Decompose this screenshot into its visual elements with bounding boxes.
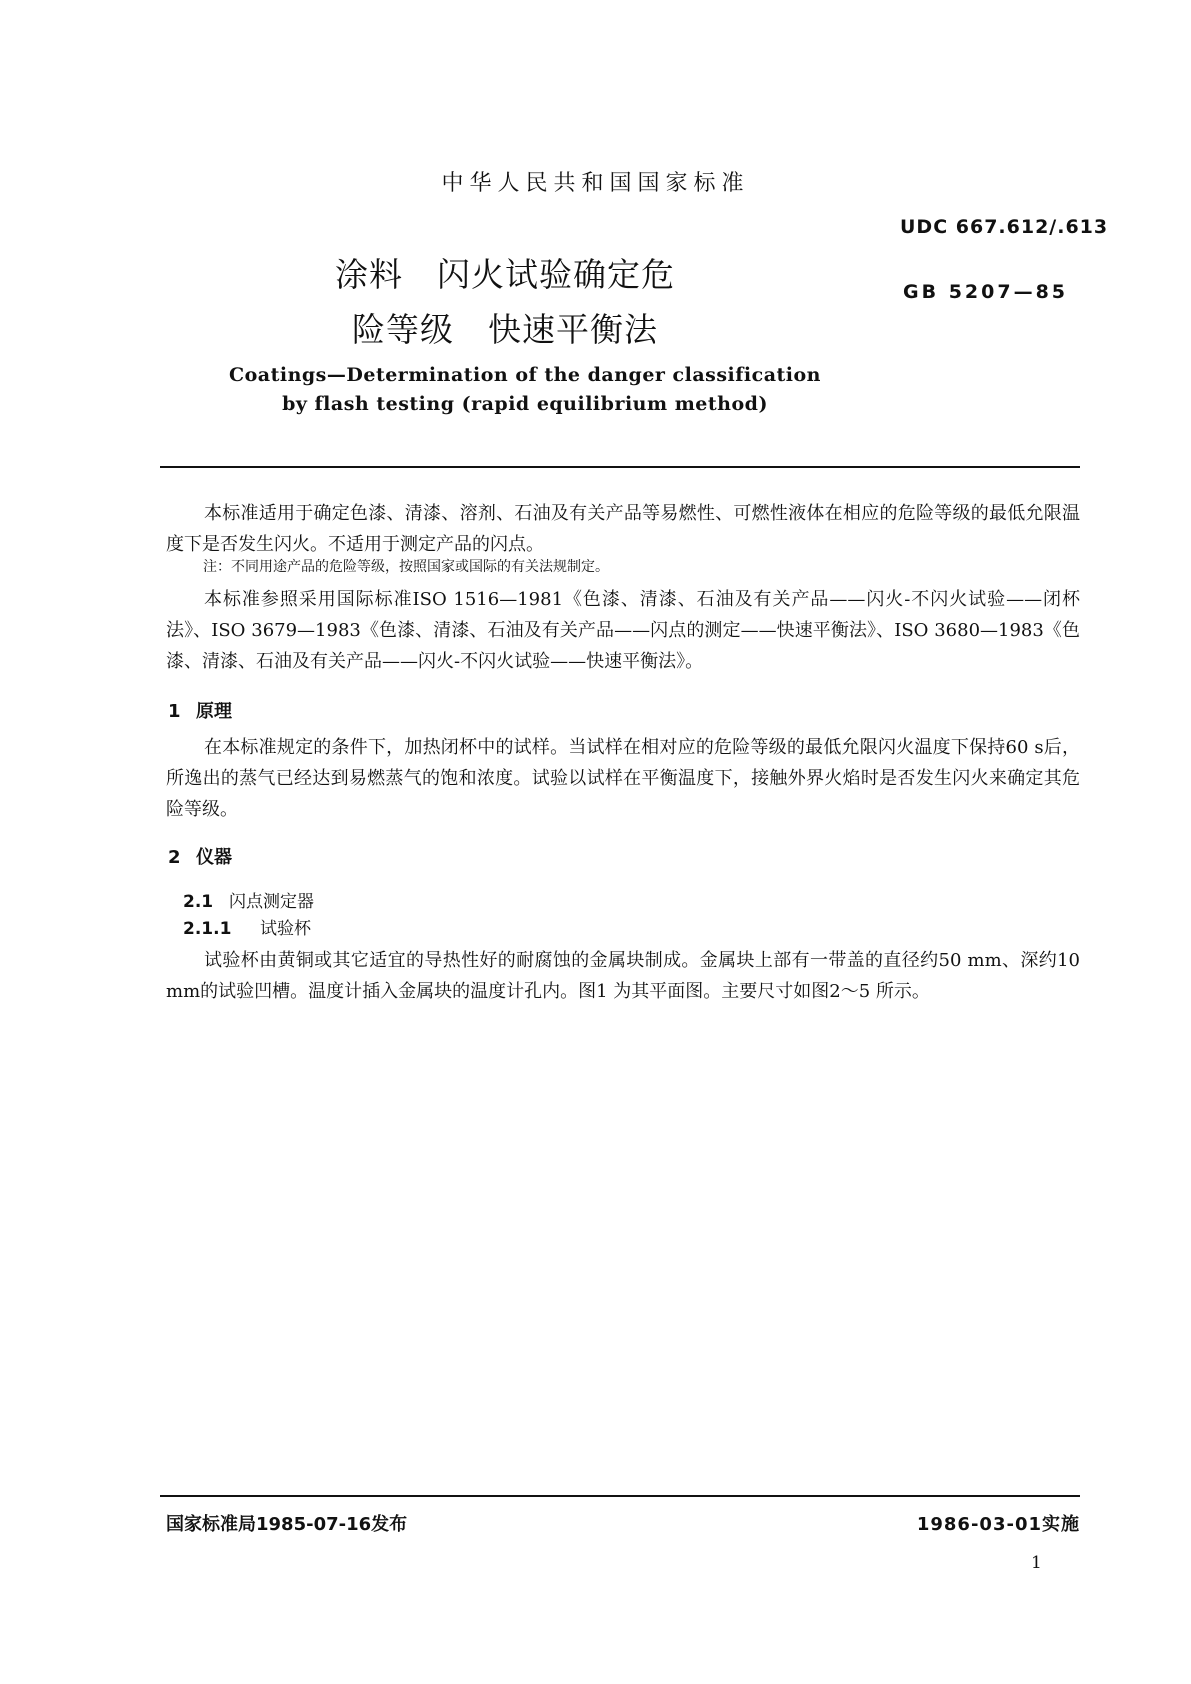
section-number: 1 bbox=[168, 701, 181, 722]
udc-code: UDC 667.612/.613 bbox=[900, 216, 1109, 238]
page-number: 1 bbox=[1031, 1553, 1042, 1573]
bottom-divider bbox=[160, 1495, 1080, 1497]
section-heading-principle bbox=[168, 697, 232, 723]
chinese-title-line2: 险等级 快速平衡法 bbox=[352, 310, 658, 349]
scope-note: 注：不同用途产品的危险等级，按照国家或国际的有关法规制定。 bbox=[203, 559, 609, 575]
national-standard-title: 中华人民共和国国家标准 bbox=[441, 171, 750, 196]
english-title-line1: Coatings—Determination of the danger classification bbox=[228, 364, 821, 386]
subsection-number: 2.1 bbox=[183, 892, 214, 912]
section-title: 仪器 bbox=[196, 847, 232, 868]
subsection-heading-flash-tester bbox=[183, 887, 314, 912]
subsection-number: 2.1.1 bbox=[183, 919, 232, 939]
subsection-heading-test-cup bbox=[183, 914, 311, 939]
test-cup-paragraph: 试验杯由黄铜或其它适宜的导热性好的耐腐蚀的金属块制成。金属块上部有一带盖的直径约50 mm、深约10 mm的试验凹槽。温度计插入金属块的温度计孔内。图1 为其平面图。主要尺寸如图2～5 所示。 bbox=[166, 950, 1080, 1002]
principle-paragraph: 在本标准规定的条件下，加热闭杯中的试样。当试样在相对应的危险等级的最低允限闪火温度下保持60 s后，所逸出的蒸气已经达到易燃蒸气的饱和浓度。试验以试样在平衡温度下，接触外界火焰时是否发生闪火来确定其危险等级。 bbox=[166, 737, 1080, 820]
top-divider bbox=[160, 466, 1080, 468]
english-title-line2: by flash testing (rapid equilibrium method) bbox=[282, 393, 768, 415]
chinese-title-line1: 涂料 闪火试验确定危 bbox=[335, 255, 675, 294]
reference-paragraph: 本标准参照采用国际标准ISO 1516—1981《色漆、清漆、石油及有关产品——闪火-不闪火试验——闭杯法》、ISO 3679—1983《色漆、清漆、石油及有关产品——闪点的测定——快速平衡法》、ISO 3680—1983《色漆、清漆、石油及有关产品——闪火-不闪火试验——快速平衡法》。 bbox=[166, 589, 1080, 672]
section-title: 原理 bbox=[196, 701, 232, 722]
scope-paragraph: 本标准适用于确定色漆、清漆、溶剂、石油及有关产品等易燃性、可燃性液体在相应的危险等级的最低允限温度下是否发生闪火。不适用于测定产品的闪点。 bbox=[166, 503, 1080, 555]
section-number: 2 bbox=[168, 847, 181, 868]
issue-date: 国家标准局1985-07-16发布 bbox=[166, 1514, 408, 1535]
effective-date: 1986-03-01实施 bbox=[916, 1514, 1080, 1535]
subsection-title: 闪点测定器 bbox=[229, 892, 314, 912]
subsection-title: 试验杯 bbox=[260, 919, 311, 939]
gb-standard-number: GB 5207—85 bbox=[903, 281, 1069, 303]
section-heading-apparatus bbox=[168, 843, 232, 869]
